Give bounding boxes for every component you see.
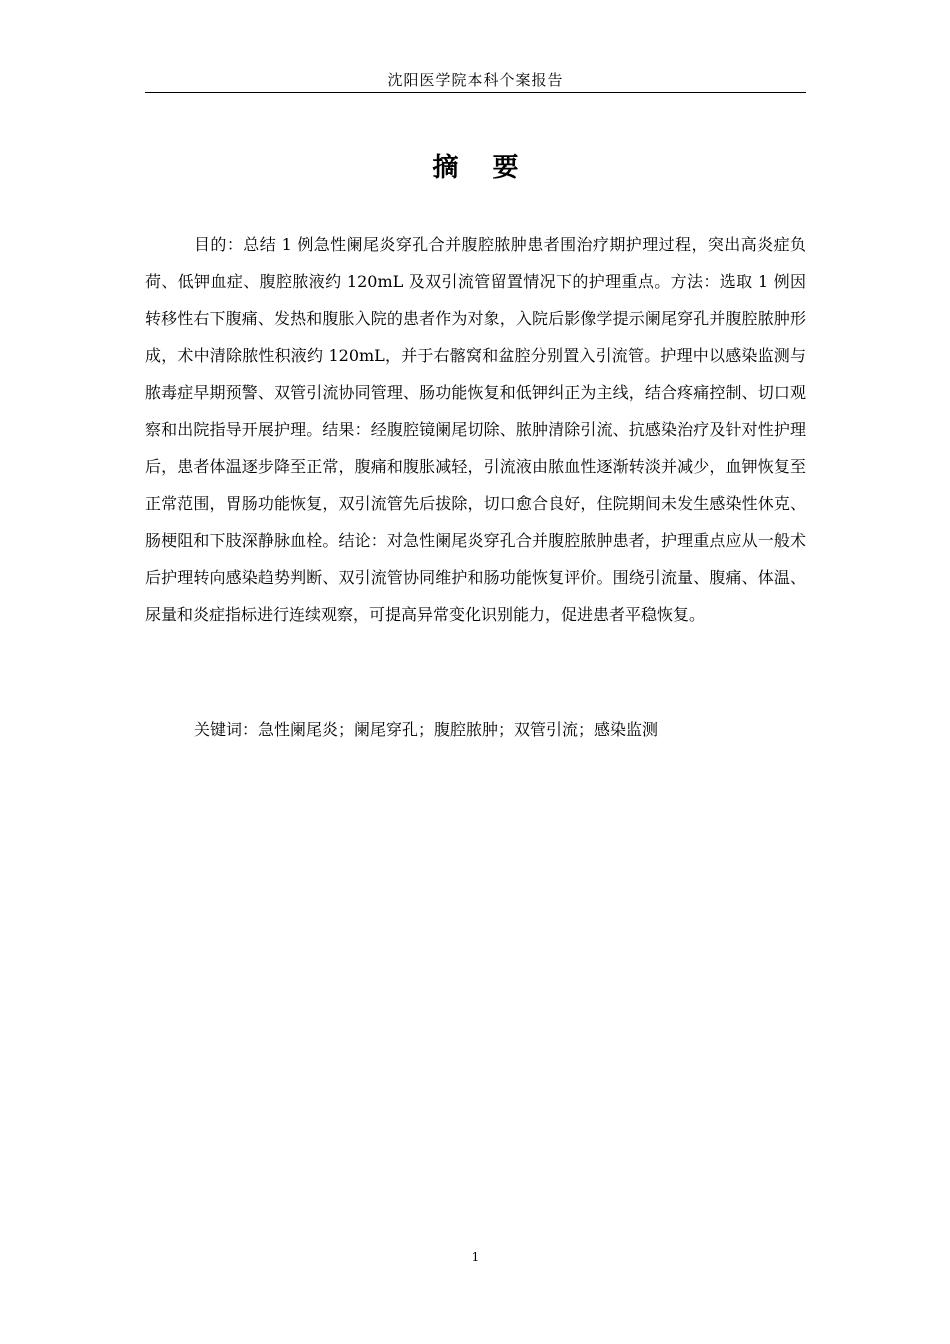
header-divider [145,92,806,93]
conclusion-label: 结论： [338,531,387,550]
method-label: 方法： [670,272,720,291]
abstract-title: 摘要 [432,153,553,183]
purpose-label: 目的： [194,235,244,254]
method-text: 选取 1 例因转移性右下腹痛、发热和腹胀入院的患者作为对象，入院后影像学提示阑尾穿孔并腹腔脓肿形成，术中清除脓性积液约 120mL，并于右髂窝和盆腔分别置入引流管。护理中以感染监测与脓毒症早期预警、双管引流协同管理、肠功能恢复和低钾纠正为主线，结合疼痛控制、切口观察和出院指导开展护理。 [145,272,806,439]
purpose-text: 总结 1 例急性阑尾炎穿孔合并腹腔脓肿患者围治疗期护理过程，突出高炎症负荷、低钾血症、腹腔脓液约 120mL 及双引流管留置情况下的护理重点。 [145,235,806,291]
abstract-paragraph [145,226,806,633]
result-text: 经腹腔镜阑尾切除、脓肿清除引流、抗感染治疗及针对性护理后，患者体温逐步降至正常，腹痛和腹胀减轻，引流液由脓血性逐渐转淡并减少，血钾恢复至正常范围，胃肠功能恢复，双引流管先后拔除，切口愈合良好，住院期间未发生感染性休克、肠梗阻和下肢深静脉血栓。 [145,420,806,550]
keywords-line [145,711,806,748]
keywords-label: 关键词： [194,720,259,739]
page-number: 1 [471,1250,480,1264]
keywords-text: 急性阑尾炎；阑尾穿孔；腹腔脓肿；双管引流；感染监测 [258,720,659,739]
result-label: 结果： [322,420,371,439]
conclusion-text: 对急性阑尾炎穿孔合并腹腔脓肿患者，护理重点应从一般术后护理转向感染趋势判断、双引流管协同维护和肠功能恢复评价。围绕引流量、腹痛、体温、尿量和炎症指标进行连续观察，可提高异常变化识别能力，促进患者平稳恢复。 [145,531,806,624]
running-header: 沈阳医学院本科个案报告 [387,71,564,89]
